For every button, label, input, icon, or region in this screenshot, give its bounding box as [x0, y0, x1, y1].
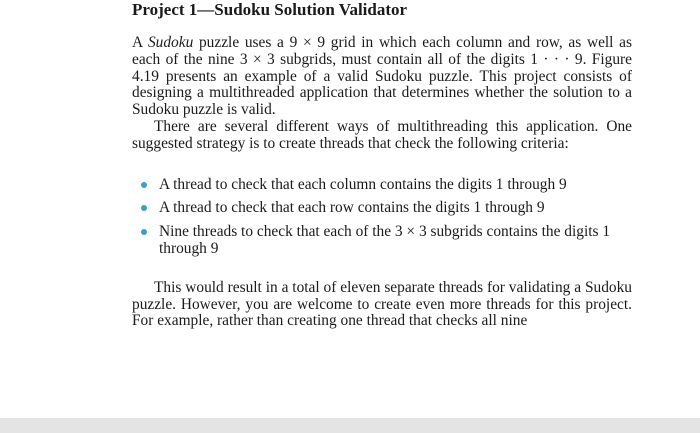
list-item-text: A thread to check that each column contains the digits 1 through 9 — [159, 175, 567, 193]
summary-paragraph: This would result in a total of eleven separate threads for validating a Sudoku puzzle. However, you are welcome to create even more threads for this project. For example, rather than creating one thread that checks all nine — [132, 278, 632, 330]
list-item-text: A thread to check that each row contains the digits 1 through 9 — [159, 199, 545, 217]
intro-text-rest: puzzle uses a 9 × 9 grid in which each column and row, as well as each of the nine 3 × 3 subgrids, must contain all of the digits 1 · · · 9. Figure 4.19 presents an example of a valid Sudoku puzzle. This project consists of designing a multithreaded application that determines whether the solution to a Sudoku puzzle is valid. — [132, 34, 632, 119]
document-content — [132, 0, 632, 330]
sudoku-term: Sudoku — [147, 34, 194, 51]
footer-bar — [0, 418, 700, 433]
bullet-icon — [141, 229, 147, 235]
list-item-text: Nine threads to check that each of the 3 × 3 subgrids contains the digits 1 through 9 — [159, 223, 611, 257]
bullet-icon — [141, 205, 147, 211]
criteria-list — [132, 177, 632, 258]
strategy-paragraph: There are several different ways of multithreading this application. One suggested strategy is to create threads that check the following criteria: — [132, 117, 632, 152]
intro-paragraph — [132, 35, 632, 119]
list-item — [132, 177, 632, 194]
bullet-icon — [141, 182, 147, 188]
intro-text-start: A — [132, 34, 148, 51]
list-item — [132, 200, 632, 217]
list-item — [132, 224, 632, 258]
section-title: Project 1—Sudoku Solution Validator — [132, 0, 408, 19]
